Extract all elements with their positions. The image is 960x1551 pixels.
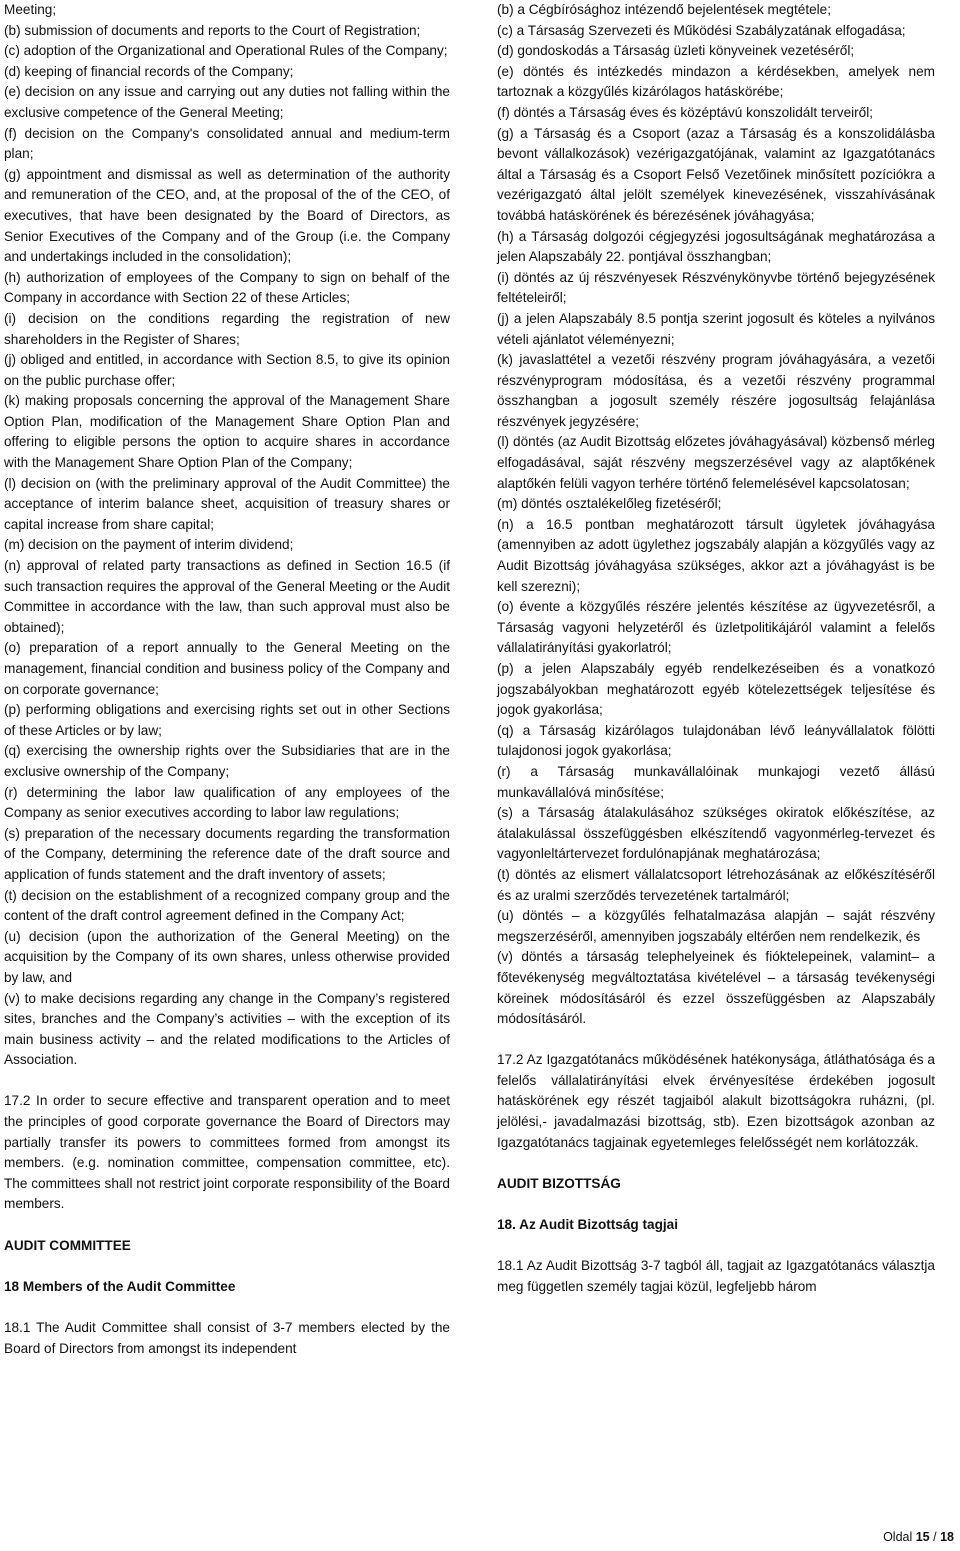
list-item: (q) exercising the ownership rights over the Subsidiaries that are in the exclusive ownership of the Company;	[4, 743, 450, 779]
list-item: (c) adoption of the Organizational and Operational Rules of the Company;	[4, 43, 448, 59]
list-item: (m) decision on the payment of interim dividend;	[4, 537, 294, 553]
list-item: (o) preparation of a report annually to the General Meeting on the management, financial condition and business policy of the Company and on corporate governance;	[4, 640, 450, 697]
list-item: (b) a Cégbírósághoz intézendő bejelentések megtétele;	[497, 2, 832, 17]
english-column	[4, 0, 450, 1359]
list-item: (h) authorization of employees of the Company to sign on behalf of the Company in accordance with Section 22 of these Articles;	[4, 269, 450, 306]
list-item: (f) decision on the Company's consolidated annual and medium-term plan;	[4, 125, 450, 162]
hungarian-audit-committee-heading: AUDIT BIZOTTSÁG	[497, 1175, 621, 1191]
english-audit-committee-heading: AUDIT COMMITTEE	[4, 1237, 131, 1253]
page-number	[883, 1530, 954, 1544]
list-item: (s) a Társaság átalakulásához szükséges okiratok előkészítése, az átalakulással összefüggésben elkészítendő vagyonmérleg-tervezet és vagyonleltártervezet fordulónapjának meghatározása;	[497, 805, 935, 862]
list-item: (t) döntés az elismert vállalatcsoport létrehozásának az előkészítéséről és az uralmi szerződés tervezetének tartalmáról;	[497, 866, 935, 903]
english-section-18-1: 18.1 The Audit Committee shall consist of 3-7 members elected by the Board of Directors from amongst its independent	[4, 1320, 450, 1356]
hungarian-column	[497, 0, 935, 1297]
list-item: (v) döntés a társaság telephelyeinek és fióktelepeinek, valamint– a főtevékenység megváltoztatása kivételével – a társaság tevékenységi köreinek módosításáról és ezzel összefüggésben az Alapszabály módosításáról.	[497, 949, 935, 1027]
list-item: (p) a jelen Alapszabály egyéb rendelkezéseiben és a vonatkozó jogszabályokban meghatározott egyéb kötelezettségek teljesítése és jogok gyakorlása;	[497, 661, 935, 718]
list-item: (c) a Társaság Szervezeti és Működési Szabályzatának elfogadása;	[497, 22, 906, 38]
list-item: (f) döntés a Társaság éves és középtávú konszolidált terveiről;	[497, 104, 874, 120]
hungarian-powers-list	[497, 0, 935, 1030]
list-item: (r) a Társaság munkavállalóinak munkajogi vezető állású munkavállalóvá minősítése;	[497, 763, 935, 800]
english-section-18-heading: 18 Members of the Audit Committee	[4, 1278, 236, 1294]
current-page: 15	[915, 1530, 930, 1544]
list-item: Meeting;	[4, 2, 57, 17]
list-item: (i) decision on the conditions regarding the registration of new shareholders in the Register of Shares;	[4, 310, 450, 347]
list-item: (g) a Társaság és a Csoport (azaz a Társaság és a konszolidálásba bevont vállalkozások) vezérigazgatójának, valamint az Igazgatótanács által a Társaság és a Csoport Felső Vezetőinek minősített pozíciókra a vezérigazgató által jelölt személyek kinevezésének, visszahívásának továbbá hatáskörének és bérezésének jóváhagyása;	[497, 125, 935, 223]
list-item: (n) approval of related party transactions as defined in Section 16.5 (if such transaction requires the approval of the General Meeting or the Audit Committee in accordance with the law, than such approval must also be obtained);	[4, 558, 450, 635]
english-powers-list	[4, 0, 450, 1071]
hungarian-section-18-heading: 18. Az Audit Bizottság tagjai	[497, 1217, 679, 1233]
total-pages: 18	[940, 1530, 954, 1544]
list-item: (q) a Társaság kizárólagos tulajdonában lévő leányvállalatok fölötti tulajdonosi jogok gyakorlása;	[497, 722, 935, 759]
list-item: (m) döntés osztalékelőleg fizetéséről;	[497, 496, 722, 512]
list-item: (t) decision on the establishment of a recognized company group and the content of the draft control agreement defined in the Company Act;	[4, 887, 450, 924]
page-separator: /	[933, 1530, 937, 1544]
list-item: (o) évente a közgyűlés részére jelentés készítése az ügyvezetésről, a Társaság vagyoni helyzetéről és üzletpolitikájáról valamint a felelős vállalatirányítási gyakorlatról;	[497, 599, 935, 656]
list-item: (h) a Társaság dolgozói cégjegyzési jogosultságának meghatározása a jelen Alapszabály 22. pontjával összhangban;	[497, 228, 935, 265]
hungarian-section-18-1: 18.1 Az Audit Bizottság 3-7 tagból áll, tagjait az Igazgatótanács választja meg független személy tagjai közül, legfeljebb három	[497, 1258, 935, 1294]
list-item: (g) appointment and dismissal as well as determination of the authority and remuneration of the CEO, and, at the proposal of the of the CEO, of executives, that have been designated by the Board of Directors, as Senior Executives of the Company and of the Group (i.e. the Company and undertakings included in the consolidation);	[4, 166, 450, 265]
list-item: (u) döntés – a közgyűlés felhatalmazása alapján – saját részvény megszerzéséről, amennyiben jogszabály eltérően nem rendelkezik, és	[497, 908, 935, 944]
list-item: (l) decision on (with the preliminary approval of the Audit Committee) the acceptance of interim balance sheet, acquisition of treasury shares or capital increase from share capital;	[4, 475, 450, 532]
list-item: (p) performing obligations and exercising rights set out in other Sections of these Articles or by law;	[4, 702, 450, 738]
list-item: (j) obliged and entitled, in accordance with Section 8.5, to give its opinion on the public purchase offer;	[4, 352, 450, 388]
list-item: (u) decision (upon the authorization of the General Meeting) on the acquisition by the Company of its own shares, unless otherwise provided by law, and	[4, 928, 450, 985]
hungarian-section-17-2: 17.2 Az Igazgatótanács működésének hatékonysága, átláthatósága és a felelős vállalatirányítási elvek érvényesítése érdekében jogosult hatáskörének egy részét tagjaiból alakult bizottságokra ruházni, (pl. jelölési,- javadalmazási bizottság, stb). Ezen bizottságok azonban az Igazgatótanács tagjainak egyetemleges felelősségét nem korlátozzák.	[497, 1052, 935, 1150]
list-item: (n) a 16.5 pontban meghatározott társult ügyletek jóváhagyása (amennyiben az adott ügylethez jogszabály alapján a közgyűlés vagy az Audit Bizottság jóváhagyása szükséges, akkor azt a jóváhagyást is be kell szerezni);	[497, 516, 935, 594]
list-item: (k) javaslattétel a vezetői részvény program jóváhagyására, a vezetői részvényprogram módosítása, és a vezetői részvény programmal összhangban a jogosult személy részére jogosultság felajánlása részvények jegyzésére;	[497, 352, 935, 429]
list-item: (i) döntés az új részvényesek Részvénykönyvbe történő bejegyzésének feltételeiről;	[497, 269, 935, 306]
list-item: (b) submission of documents and reports to the Court of Registration;	[4, 22, 421, 38]
list-item: (r) determining the labor law qualification of any employees of the Company as senior executives according to labor law regulations;	[4, 784, 450, 821]
english-section-17-2: 17.2 In order to secure effective and transparent operation and to meet the principles of good corporate governance the Board of Directors may partially transfer its powers to committees formed from amongst its members. (e.g. nomination committee, compensation committee, etc). The committees shall not restrict joint corporate responsibility of the Board members.	[4, 1093, 450, 1212]
list-item: (d) gondoskodás a Társaság üzleti könyveinek vezetéséről;	[497, 43, 855, 59]
list-item: (v) to make decisions regarding any change in the Company’s registered sites, branches and the Company’s activities – with the exception of its main business activity – and the related modifications to the Articles of Association.	[4, 990, 450, 1068]
list-item: (k) making proposals concerning the approval of the Management Share Option Plan, modification of the Management Share Option Plan and offering to eligible persons the option to acquire shares in accordance with the Management Share Option Plan of the Company;	[4, 393, 450, 471]
list-item: (j) a jelen Alapszabály 8.5 pontja szerint jogosult és köteles a nyilvános vételi ajánlatot véleményezni;	[497, 310, 935, 347]
list-item: (e) döntés és intézkedés mindazon a kérdésekben, amelyek nem tartoznak a közgyűlés kizárólagos hatáskörébe;	[497, 63, 935, 100]
list-item: (s) preparation of the necessary documents regarding the transformation of the Company, determining the reference date of the draft source and application of funds statement and the draft inventory of assets;	[4, 825, 450, 882]
page-label: Oldal	[883, 1530, 913, 1544]
list-item: (l) döntés (az Audit Bizottság előzetes jóváhagyásával) közbenső mérleg elfogadásával, saját részvény megszerzésével vagy az alaptőkének alaptőkén felüli vagyon terhére történő felemelésével kapcsolatosan;	[497, 434, 935, 491]
list-item: (e) decision on any issue and carrying out any duties not falling within the exclusive competence of the General Meeting;	[4, 84, 450, 120]
list-item: (d) keeping of financial records of the Company;	[4, 63, 294, 79]
